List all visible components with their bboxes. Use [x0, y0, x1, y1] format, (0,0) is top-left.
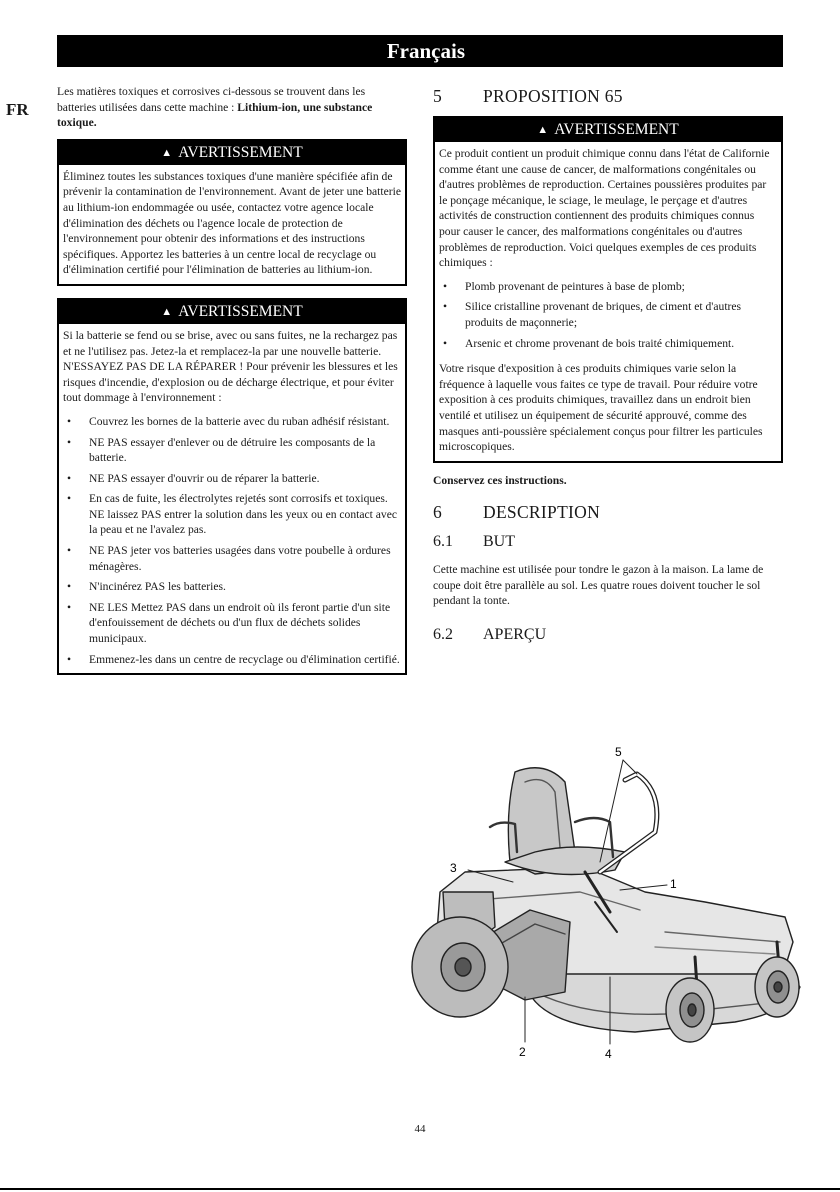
list-item: • N'incinérez PAS les batteries. — [63, 579, 401, 595]
callout-5: 5 — [615, 745, 622, 759]
section-title: BUT — [483, 533, 515, 551]
purpose-paragraph: Cette machine est utilisée pour tondre le gazon à la maison. La lame de coupe doit être parallèle au sol. Les quatre roues doivent toucher le sol pendant la tonte. — [433, 563, 764, 608]
callout-3: 3 — [450, 861, 457, 875]
page-header-title: Français — [386, 39, 465, 63]
list-item: • NE PAS essayer d'enlever ou de détruire les composants de la batterie. — [63, 435, 401, 466]
warning-header — [59, 300, 405, 324]
left-column — [57, 84, 407, 685]
right-column — [433, 84, 783, 655]
section-heading-6 — [433, 502, 783, 522]
section-number: 5 — [433, 86, 443, 106]
warning-bullet-list — [439, 279, 777, 351]
section-title: APERÇU — [483, 626, 547, 644]
list-item: • NE PAS jeter vos batteries usagées dans votre poubelle à ordures ménagères. — [63, 543, 401, 574]
warning-box-prop65 — [433, 116, 783, 463]
callout-1: 1 — [670, 877, 677, 891]
list-item: • Couvrez les bornes de la batterie avec du ruban adhésif résistant. — [63, 414, 401, 430]
keep-instructions: Conservez ces instructions. — [433, 473, 567, 487]
warning-box-disposal — [57, 139, 407, 286]
intro-paragraph — [57, 84, 407, 131]
list-item: • Emmenez-les dans un centre de recyclage ou d'élimination certifié. — [63, 652, 401, 668]
subsection-heading-6-1 — [433, 532, 783, 552]
warning-text: Si la batterie se fend ou se brise, avec ou sans fuites, ne la rechargez pas et ne l'utilisez pas. Jetez-la et remplacez-la par une nouvelle batterie. N'ESSAYEZ PAS DE LA RÉPARER ! Pour prévenir les blessures et les risques d'incendie, d'explosion ou de décharge électrique, et pour éviter tout dommage à l'environnement : — [63, 328, 398, 405]
warning-header — [59, 141, 405, 165]
page-number: 44 — [414, 1123, 426, 1135]
language-tag: FR — [6, 100, 29, 119]
section-number: 6 — [433, 502, 443, 523]
subsection-heading-6-2 — [433, 625, 783, 645]
section-heading-5 — [433, 86, 783, 106]
callout-2: 2 — [519, 1045, 526, 1059]
warning-title: AVERTISSEMENT — [178, 302, 303, 320]
section-title: PROPOSITION 65 — [483, 86, 623, 106]
list-item: • NE PAS essayer d'ouvrir ou de réparer la batterie. — [63, 471, 401, 487]
warning-body — [435, 142, 781, 461]
page-header-bar — [57, 35, 783, 67]
warning-triangle-icon: ▲ — [161, 146, 173, 159]
section-title: DESCRIPTION — [483, 502, 601, 523]
warning-header — [435, 118, 781, 142]
list-item: • Silice cristalline provenant de briques, de ciment et d'autres produits de maçonnerie; — [439, 299, 777, 330]
warning-text: Éliminez toutes les substances toxiques d'une manière spécifiée afin de prévenir la contamination de l'environnement. Avant de jeter une batterie au lithium-ion endommagée ou usée, contactez votre agence locale d'élimination des déchets ou l'agence locale de protection de l'environnement pour obtenir des informations et des instructions spécifiques. Apportez les batteries à un centre local de recyclage ou d'élimination certifié pour l'élimination de batteries au lithium-ion. — [63, 169, 401, 277]
warning-text: Ce produit contient un produit chimique connu dans l'état de Californie comme étant une cause de cancer, de malformations congénitales ou d'autres problèmes de reproduction. Certaines poussières produites par le ponçage mécanique, le sciage, le meulage, le perçage et d'autres activités de construction contiennent des produits chimiques connus pour causer le cancer, des malformations congénitales ou d'autres problèmes de reproduction. Voici quelques exemples de ces produits chimiques : — [439, 147, 770, 270]
warning-box-damaged-battery — [57, 298, 407, 675]
warning-body — [59, 324, 405, 673]
list-item: • Plomb provenant de peintures à base de plomb; — [439, 279, 777, 295]
intro-text: Les matières toxiques et corrosives ci-dessous se trouvent dans les batteries utilisées dans cette machine : — [57, 85, 366, 114]
list-item: • NE LES Mettez PAS dans un endroit où ils feront partie d'un site d'enfouissement de déchets ou d'un flux de déchets solides municipaux. — [63, 600, 401, 647]
callout-4: 4 — [605, 1047, 612, 1061]
bottom-rule — [0, 1188, 840, 1190]
mower-illustration — [405, 742, 810, 1062]
warning-body — [59, 165, 405, 284]
warning-triangle-icon: ▲ — [161, 305, 173, 318]
warning-bullet-list — [63, 414, 401, 667]
intro-bold: Lithium-ion, une substance toxique. — [57, 100, 373, 130]
list-item: • Arsenic et chrome provenant de bois traité chimiquement. — [439, 336, 777, 352]
section-number: 6.1 — [433, 533, 453, 551]
warning-triangle-icon: ▲ — [537, 124, 549, 136]
list-item: • En cas de fuite, les électrolytes rejetés sont corrosifs et toxiques. NE laissez PAS entrer la solution dans les yeux ou en contact avec la peau et ne l'avalez pas. — [63, 491, 401, 538]
warning-title: AVERTISSEMENT — [178, 143, 303, 161]
section-number: 6.2 — [433, 626, 453, 644]
warning-title: AVERTISSEMENT — [554, 121, 679, 138]
warning-text-2: Votre risque d'exposition à ces produits chimiques varie selon la fréquence à laquelle vous faites ce type de travail. Pour réduire votre exposition à ces produits chimiques, travaillez dans un endroit bien ventilé et utilisez un équipement de sécurité approuvé, comme des masques anti-poussière spécialement conçus pour filtrer les particules microscopiques. — [439, 362, 763, 454]
